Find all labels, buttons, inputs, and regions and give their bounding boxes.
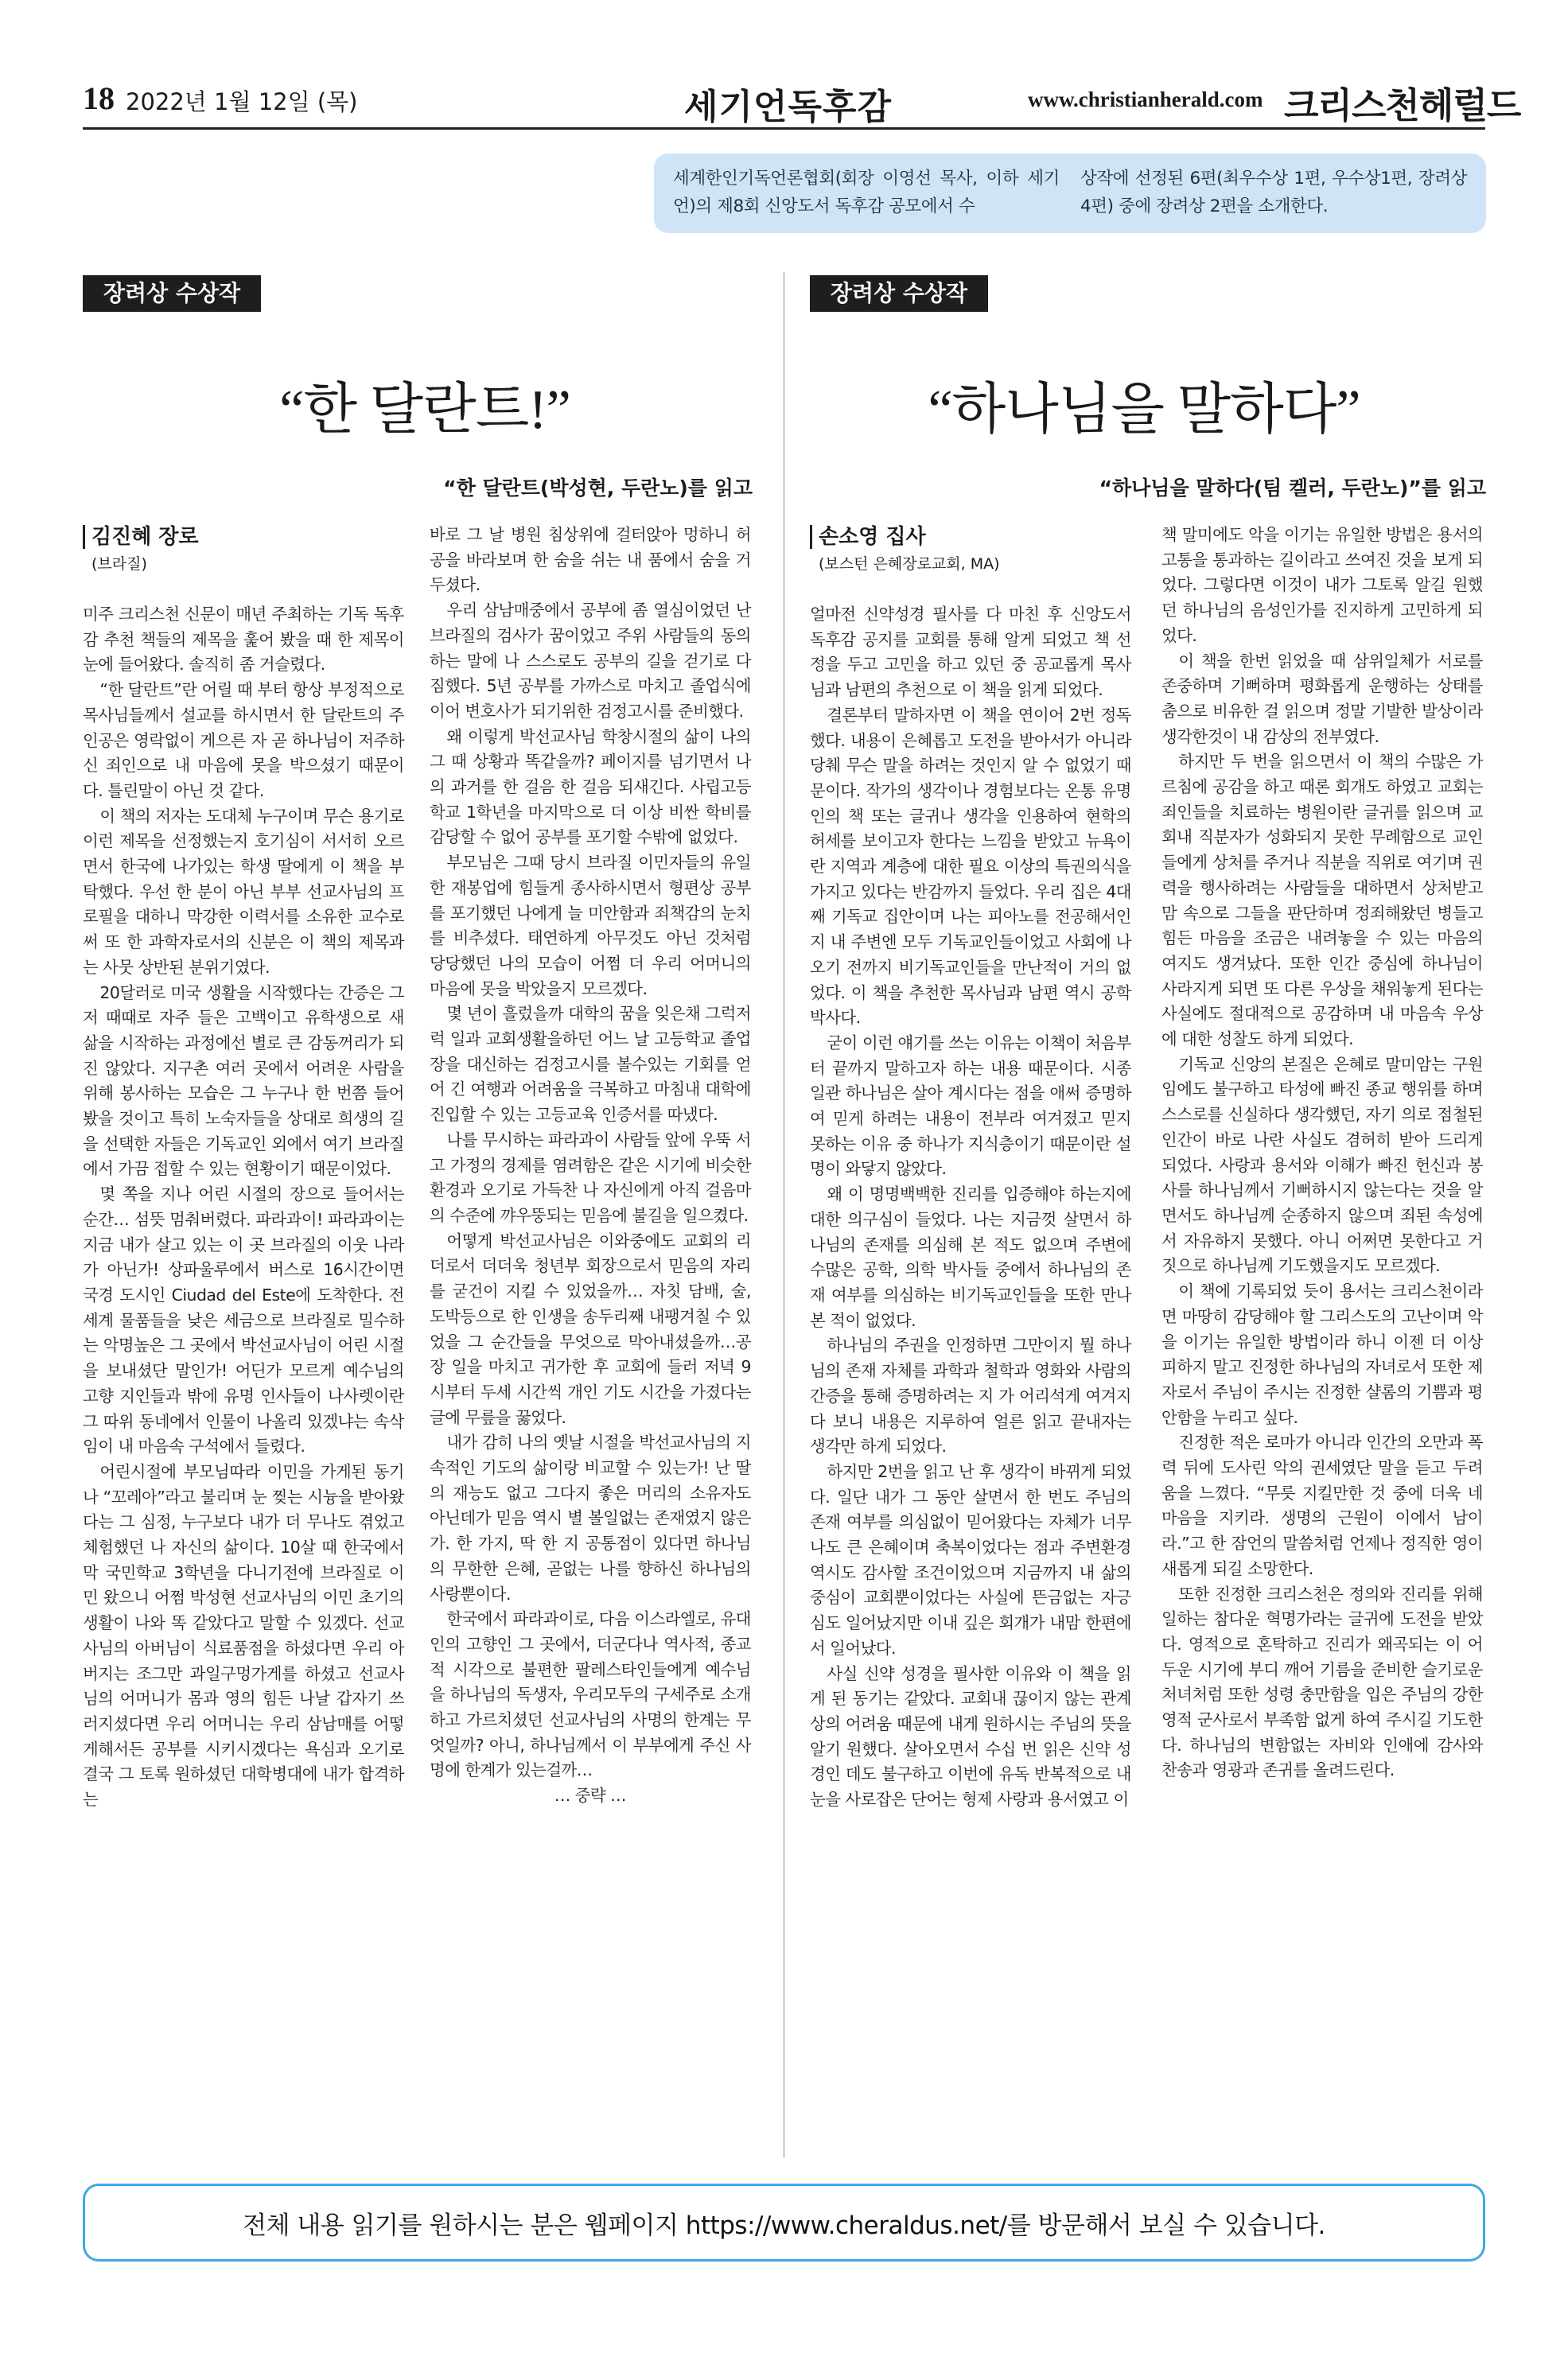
article-subtitle-right: “하나님을 말하다(팀 켈러, 두란노)”를 읽고 xyxy=(1099,476,1486,500)
paragraph: 몇 쪽을 지나 어린 시절의 장으로 들어서는 순간… 섬뜻 멈춰버렸다. 파라과이! 파라과이는 지금 내가 살고 있는 이 곳 브라질의 이웃 나라가 아닌가! 상파울루에서 버스로 16시간이면 국경 도시인 Ciudad del Este에 도착한다. 전세계 물품들을 낮은 세금으로 브라질로 밀수하는 악명높은 그 곳에서 박선교사님이 어린 시절을 보내셨단 말인가! 어딘가 모르게 예수님의 고향 지인들과 밖에 유명 인사들이 나사렛이란 그 따위 동네에서 인물이 나올리 있겠냐는 속삭임이 내 마음속 구석에서 들렸다. xyxy=(83,1184,404,1457)
paragraph: 하나님의 주권을 인정하면 그만이지 뭘 하나님의 존재 자체를 과학과 철학과 영화와 사람의 간증을 통해 증명하려는 지 가 어리석게 여겨지다 보니 내용은 지루하여 얼른 읽고 끝내자는 생각만 하게 되었다. xyxy=(810,1336,1131,1457)
paragraph: 왜 이렇게 박선교사님 학창시절의 삶이 나의 그 때 상황과 똑같을까? 페이지를 넘기면서 나의 과거를 한 걸음 한 걸음 되새긴다. 사립고등학교 1학년을 마지막으로 더 이상 비싼 학비를 감당할 수 없어 공부를 포기할 수밖에 없었다. xyxy=(430,726,751,847)
paragraph: 하지만 두 번을 읽으면서 이 책의 수많은 가르침에 공감을 하고 때론 회개도 하였고 교회는 죄인들을 치료하는 병원이란 글귀를 읽으며 교회내 직분자가 성화되지 못한 무례함으로 교인들에게 상처를 주거나 직분을 직위로 여기며 권력을 행사하려는 사람들을 대하면서 상처받고 맘 속으로 그들을 판단하며 정죄해왔던 병들고 힘든 마음을 조금은 내려놓을 수 있는 마음의 여지도 생겨났다. 또한 인간 중심에 하나님이 사라지게 되면 또 다른 우상을 채워놓게 된다는 사실에도 절대적으로 공감하며 내 마음속 우상에 대한 성찰도 하게 되었다. xyxy=(1161,752,1483,1049)
paragraph: 우리 삼남매중에서 공부에 좀 열심이었던 난 브라질의 검사가 꿈이었고 주위 사람들의 동의하는 말에 나 스스로도 공부의 길을 걷기로 다짐했다. 5년 공부를 가까스로 마치고 졸업식에이어 변호사가 되기위한 검정고시를 준비했다. xyxy=(430,601,751,721)
paragraph: “한 달란트”란 어릴 때 부터 항상 부정적으로 목사님들께서 설교를 하시면서 한 달란트의 주인공은 영락없이 게으른 자 곧 하나님이 저주하신 죄인으로 내 마음에 못을 박으셨기 때문이다. 틀린말이 아닌 것 같다. xyxy=(83,680,404,800)
paragraph: 얼마전 신약성경 필사를 다 마친 후 신앙도서 독후감 공지를 교회를 통해 알게 되었고 책 선정을 두고 고민을 하고 있던 중 공교롭게 목사님과 남편의 추천으로 이 책을 읽게 되었다. xyxy=(810,605,1131,700)
article-column-right-1 xyxy=(810,602,1131,1813)
author-block-right xyxy=(810,525,1000,574)
paragraph: 이 책을 한번 읽었을 때 삼위일체가 서로를 존중하며 기뻐하며 평화롭게 운행하는 상태를 춤으로 비유한 걸 읽으며 정말 기발한 발상이라 생각한것이 내 감상의 전부였다. xyxy=(1161,651,1483,746)
section-title: 세기언독후감 xyxy=(684,87,893,127)
paragraph: 이 책의 저자는 도대체 누구이며 무슨 용기로 이런 제목을 선정했는지 호기심이 서서히 오르면서 한국에 나가있는 학생 딸에게 이 책을 부탁했다. 우선 한 분이 아닌 부부 선교사님의 프로필을 대하니 막강한 이력서를 소유한 교수로써 또 한 과학자로서의 신분은 이 책의 제목과는 사뭇 상반된 분위기였다. xyxy=(83,806,404,977)
issue-date: 2022년 1월 12일 (목) xyxy=(126,88,358,115)
award-tag-right: 장려상 수상작 xyxy=(810,275,988,312)
intro-right-text: 상작에 선정된 6편(최우수상 1편, 우수상1편, 장려상 4편) 중에 장려상 2편을 소개한다. xyxy=(1080,169,1467,216)
paragraph: 기독교 신앙의 본질은 은혜로 말미암는 구원임에도 불구하고 타성에 빠진 종교 행위를 하며 스스로를 신실하다 생각했던, 자기 의로 점철된 인간이 바로 나란 사실도 겸허히 받아 드리게 되었다. 사랑과 용서와 이해가 빠진 헌신과 봉사를 하나님께서 기뻐하시지 않는다는 것을 알면서도 하나님께 순종하지 않으며 죄된 속성에서 자유하지 못했다. 아니 어쩌면 못한다고 거짓으로 하나님께 기도했을지도 모르겠다. xyxy=(1161,1054,1483,1276)
paragraph: 어린시절에 부모님따라 이민을 가게된 동기나 “꼬레아”라고 불리며 눈 찢는 시늉을 받아왔다는 그 심정, 누구보다 내가 더 무나도 겪었고 체험했던 나 자신의 삶이다. 10살 때 한국에서 막 국민학교 3학년을 다니기전에 브라질로 이민 왔으니 어쩜 박성현 선교사님의 이민 초기의 생활이 나와 똑 같았다고 말할 수 있겠다. 선교사님의 아버님이 식료품점을 하셨다면 우리 아버지는 조그만 과일구멍가게를 하셨고 선교사님의 어머니가 몸과 영의 힘든 나날 갑자기 쓰러지셨다면 우리 어머니는 우리 삼남매를 어떻게해서든 공부를 시키시겠다는 욕심과 오기로 결국 그 토록 원하셨던 대학병대에 내가 합격하는 xyxy=(83,1461,404,1810)
paragraph: 몇 년이 흘렀을까 대학의 꿈을 잊은채 그럭저럭 일과 교회생활을하던 어느 날 고등학교 졸업장을 대신하는 검정고시를 볼수있는 기회를 얻어 긴 여행과 어려움을 극복하고 마침내 대학에 진입할 수 있는 고등교육 인증서를 따냈다. xyxy=(430,1004,751,1125)
author-name-left: 김진혜 장로 xyxy=(83,525,199,549)
article-column-left-1 xyxy=(83,602,404,1813)
paragraph: 사실 신약 성경을 필사한 이유와 이 책을 읽게 된 동기는 같았다. 교회내 끊이지 않는 관계상의 어려움 때문에 내게 원하시는 주님의 뜻을 알기 원했다. 살아오면서 수십 번 읽은 신약 성경인 데도 불구하고 이번에 유독 반복적으로 내 눈을 사로잡은 단어는 형제 사랑과 용서였고 이 xyxy=(810,1663,1131,1810)
author-church-left: (브라질) xyxy=(91,555,147,573)
author-church-right: (보스턴 은혜장로교회, MA) xyxy=(819,555,1000,573)
website-url: www.christianherald.com xyxy=(1028,88,1263,111)
paragraph: 책 말미에도 악을 이기는 유일한 방법은 용서의 고통을 통과하는 길이라고 쓰여진 것을 보게 되었다. 그렇다면 이것이 내가 그토록 알길 원했던 하나님의 음성인가를 진지하게 고민하게 되었다. xyxy=(1161,525,1483,645)
paragraph: 한국에서 파라과이로, 다음 이스라엘로, 유대인의 고향인 그 곳에서, 더군다나 역사적, 종교적 시각으로 불편한 팔레스타인들에게 예수님을 하나님의 독생자, 우리모두의 구세주로 소개하고 가르치셨던 선교사님의 사명의 한계는 무엇일까? 아니, 하나님께서 이 부부에게 주신 사명에 한계가 있는걸까… xyxy=(430,1609,751,1780)
footer-text: 전체 내용 읽기를 원하시는 분은 웹페이지 https://www.cheraldus.net/를 방문해서 보실 수 있습니다. xyxy=(243,2211,1325,2240)
paragraph: 결론부터 말하자면 이 책을 연이어 2번 정독했다. 내용이 은혜롭고 도전을 받아서가 아니라 당췌 무슨 말을 하려는 것인지 알 수 없었기 때문이다. 작가의 생각이나 경험보다는 온통 유명인의 책 또는 글귀나 생각을 인용하여 현학의 허세를 보이고자 한다는 느낌을 받았고 뉴욕이란 지역과 계층에 대한 필요 이상의 특권의식을 가지고 있다는 반감까지 들었다. 우리 집은 4대째 기독교 집안이며 나는 피아노를 전공해서인지 내 주변엔 모두 기독교인들이었고 사회에 나오기 전까지 비기독교인들을 만난적이 거의 없었다. 이 책을 추천한 목사님과 남편 역시 공학박사다. xyxy=(810,705,1131,1028)
intro-box xyxy=(654,154,1486,233)
paragraph: 미주 크리스천 신문이 매년 주최하는 기독 독후감 추천 책들의 제목을 훑어 봤을 때 한 제목이 눈에 들어왔다. 솔직히 좀 거슬렸다. xyxy=(83,605,404,675)
author-block-left xyxy=(83,525,199,574)
intro-left-text: 세계한인기독언론협회(회장 이영선 목사, 이하 세기언)의 제8회 신앙도서 독후감 공모에서 수 xyxy=(673,169,1060,216)
footer-notice xyxy=(83,2184,1485,2262)
newspaper-logo: 크리스천헤럴드 xyxy=(1284,84,1521,126)
paragraph: 왜 이 명명백백한 진리를 입증해야 하는지에 대한 의구심이 들었다. 나는 지금껏 살면서 하나님의 존재를 의심해 본 적도 없으며 주변에 수많은 공학, 의학 박사들 중에서 하나님의 존재 여부를 의심하는 비기독교인들을 또한 만나본 적이 없었다. xyxy=(810,1184,1131,1330)
paragraph: 나를 무시하는 파라과이 사람들 앞에 우뚝 서고 가정의 경제를 염려함은 같은 시기에 비슷한 환경과 오기로 가득찬 나 자신에게 아직 걸음마의 수준에 꺄우뚱되는 믿음에 불길을 일으켰다. xyxy=(430,1130,751,1225)
page-number: 18 xyxy=(83,80,115,116)
paragraph: 어떻게 박선교사님은 이와중에도 교회의 리더로서 더더욱 청년부 회장으로서 믿음의 자리를 굳건이 지킬 수 있었을까… 자칫 담배, 술, 도박등으로 한 인생을 송두리째 내팽겨칠 수 있었을 그 순간들을 무엇으로 막아내셨을까…공장 일을 마치고 귀가한 후 교회에 들러 저녁 9시부터 두세 시간씩 개인 기도 시간을 가졌다는 글에 무릎을 꿇었다. xyxy=(430,1231,751,1427)
paragraph: 진정한 적은 로마가 아니라 인간의 오만과 폭력 뒤에 도사린 악의 권세였단 말을 듣고 두려움을 느꼈다. “무릇 지킬만한 것 중에 더욱 네 마음을 지키라. 생명의 근원이 이에서 남이라.”고 한 잠언의 말씀처럼 언제나 정직한 영이 새롭게 되길 소망한다. xyxy=(1161,1433,1483,1578)
article-subtitle-left: “한 달란트(박성현, 두란노)를 읽고 xyxy=(443,476,753,500)
article-title-left: “한 달란트!” xyxy=(279,379,570,441)
author-name-right: 손소영 집사 xyxy=(810,525,1000,549)
paragraph: 부모님은 그때 당시 브라질 이민자들의 유일한 재봉업에 힘들게 종사하시면서 형편상 공부를 포기했던 나에게 늘 미안함과 죄책감의 눈치를 비추셨다. 태연하게 아무것도 아닌 것처럼 당당했던 나의 모습이 어쩜 더 우리 어머니의 마음에 못을 박았을지 모르겠다. xyxy=(430,853,751,998)
header-rule xyxy=(83,127,1485,130)
article-column-right-2 xyxy=(1161,523,1483,1783)
paragraph: 또한 진정한 크리스천은 정의와 진리를 위해 일하는 참다운 혁명가라는 글귀에 도전을 받았다. 영적으로 혼탁하고 진리가 왜곡되는 이 어두운 시기에 부디 깨어 기름을 준비한 슬기로운 처녀처럼 또한 성령 충만함을 입은 주님의 강한 영적 군사로서 부족함 없게 하여 주시길 기도한다. 하나님의 변함없는 자비와 인애에 감사와 찬송과 영광과 존귀를 올려드린다. xyxy=(1161,1584,1483,1780)
article-title-right: “하나님을 말하다” xyxy=(928,379,1360,441)
paragraph: 이 책에 기록되었 듯이 용서는 크리스천이라면 마땅히 감당해야 할 그리스도의 고난이며 악을 이기는 유일한 방법이라 하니 이젠 더 이상 피하지 말고 진정한 하나님의 자녀로서 또한 제자로서 주님이 주시는 진정한 샬롬의 기쁨과 평안함을 누리고 싶다. xyxy=(1161,1282,1483,1427)
paragraph: 20달러로 미국 생활을 시작했다는 간증은 그저 때때로 자주 들은 고백이고 유학생으로 새 삶을 시작하는 과정에선 별로 큰 감동꺼리가 되진 않았다. 지구촌 여러 곳에서 어려운 사람을 위해 봉사하는 모습은 그 누구나 한 번쯤 들어 봤을 것이고 특히 노숙자들을 상대로 희생의 길을 선택한 자들은 기독교인 외에서 여기 브라질에서 가끔 접할 수 있는 현황이기 때문이었다. xyxy=(83,982,404,1179)
article-column-left-2 xyxy=(430,523,751,1809)
paragraph: 바로 그 날 병원 침상위에 걸터앉아 멍하니 허공을 바라보며 한 숨을 쉬는 내 품에서 숨을 거두셨다. xyxy=(430,525,751,595)
paragraph: 내가 감히 나의 옛날 시절을 박선교사님의 지속적인 기도의 삶이랑 비교할 수 있는가! 난 딸의 재능도 없고 그다지 좋은 머리의 소유자도 아닌데가 믿음 역시 별 볼일없는 존재였지 않은가. 한 가지, 딱 한 지 공통점이 있다면 하나님의 무한한 은혜, 곧없는 나를 향하신 하나님의 사랑뿐이다. xyxy=(430,1433,751,1604)
paragraph: 하지만 2번을 읽고 난 후 생각이 바뀌게 되었다. 일단 내가 그 동안 살면서 한 번도 주님의 존재 여부를 의심없이 믿어왔다는 자체가 너무나도 큰 은혜이며 축복이었다는 점과 주변환경 역시도 감사할 조건이었으며 지금까지 내 삶의 중심이 교회뿐이었다는 사실에 뜬금없는 자긍심도 일어났지만 이내 깊은 회개가 내맘 한편에서 일어났다. xyxy=(810,1461,1131,1658)
award-tag-left: 장려상 수상작 xyxy=(83,275,261,312)
paragraph: 굳이 이런 얘기를 쓰는 이유는 이책이 처음부터 끝까지 말하고자 하는 내용 때문이다. 시종일관 하나님은 살아 계시다는 점을 애써 증명하여 믿게 하려는 내용이 전부라 여겨졌고 믿지 못하는 이유 중 하나가 지식층이기 때문이란 설명이 와닿지 않았다. xyxy=(810,1033,1131,1179)
omission-note: … 중략 … xyxy=(554,1786,627,1806)
